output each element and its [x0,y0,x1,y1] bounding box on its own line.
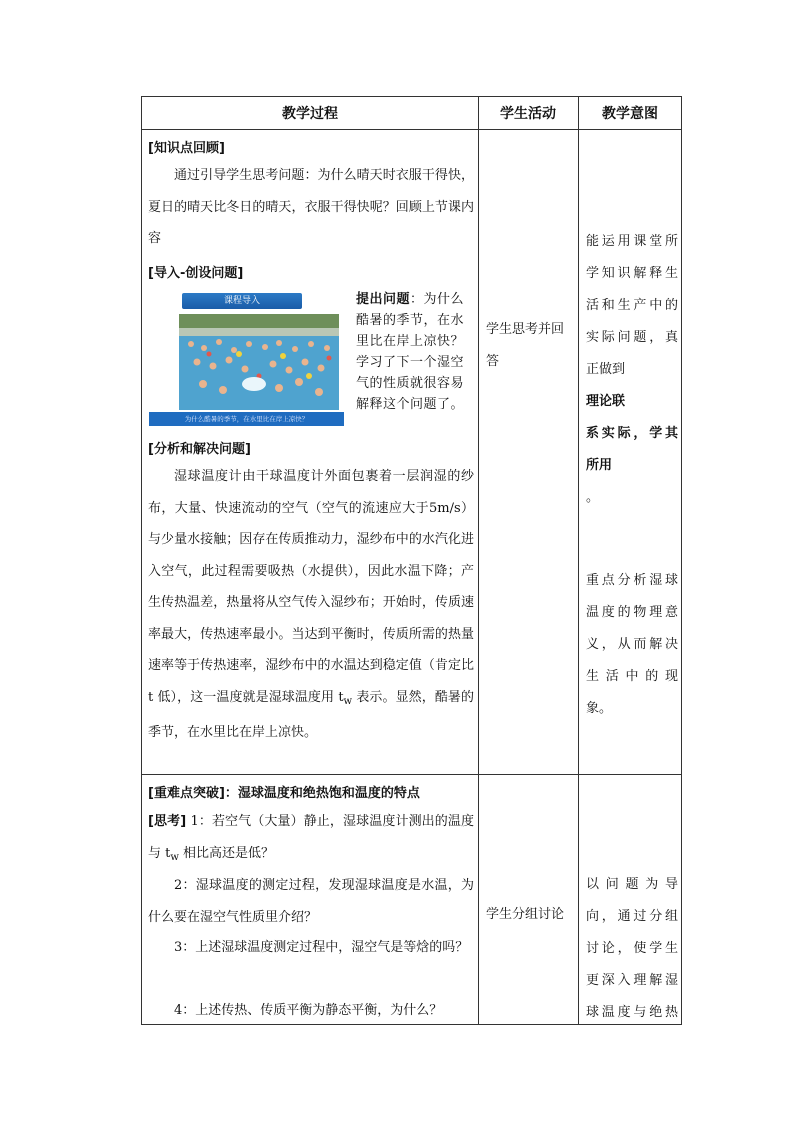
intent-3 [586,869,678,1029]
row-divider [142,774,681,775]
intent-3-line: 球温度与绝热 [586,1005,678,1020]
intent-3-line: 以 问 题 为 导 [586,877,678,892]
key-point-label: [重难点突破] [148,786,225,801]
intent-2 [586,565,678,725]
question-body: ：为什么酷暑的季节，在水里比在岸上凉快？学习了下一个湿空气的性质就很容易解释这个问题了。 [356,292,465,412]
intent-2-line: 温度的物理意 [586,605,678,620]
header-teaching-intent: 教学意图 [602,106,658,122]
intent-1-line: 正做到 理论联 [586,362,626,409]
think-question-1 [148,806,474,873]
analysis-heading: [分析和解决问题] [148,442,251,457]
analysis-text-part2: 表示。显然，酷暑的季节，在水里比在岸上凉快。 [148,689,474,740]
think-question-1-part1: 1：若空气（大量）静止，湿球温度计测出的温度与 t [148,814,475,861]
student-activity-1: 学生思考并回答 [486,322,565,369]
intent-1-line: 能运用课堂所 [586,234,678,249]
intent-1-line: 实际问题，真 [586,330,678,345]
question-text [356,289,468,415]
review-text: 通过引导学生思考问题：为什么晴天时衣服干得快，夏日的晴天比冬日的晴天，衣服干得快呢？回顾上节课内容 [148,168,474,246]
analysis-text-part1: 湿球温度计由干球温度计外面包裹着一层润湿的纱布，大量、快速流动的空气（空气的流速应大于5m/s）与少量水接触；因存在传质推动力，湿纱布中的水汽化进入空气，此过程需要吸热（水提供），因此水温下降；产生传热温差，热量将从空气传入湿纱布；开始时，传质速率最大，传热速率最小。当达到平衡时，传质所需的热量速率等于传热速率，湿纱布中的水温达到稳定值（肯定比 t 低），这一温度就是湿球温度用 t [148,469,474,705]
key-point-title: ：湿球温度和绝热饱和温度的特点 [224,786,420,801]
think-question-1-part2: 相比高还是低？ [178,845,275,861]
intent-1-line: 学知识解释生 [586,266,678,281]
intent-3-line: 讨论，使学生 [586,941,678,956]
intent-3-line: 向，通过分组 [586,909,678,924]
key-point-heading [148,782,420,801]
header-teaching-process: 教学过程 [282,106,338,122]
student-activity-2: 学生分组讨论 [486,907,565,922]
intent-2-line: 生 活 中 的 现 [586,669,678,684]
column-divider [578,97,579,1024]
analysis-subscript: w [343,695,353,707]
intent-1-line: 系实际，学其 [586,426,678,441]
intro-heading: [导入-创设问题] [148,266,244,281]
intent-1 [586,226,678,514]
think-label: [思考] [148,814,187,829]
lesson-intro-image [149,284,344,426]
think-question-1-subscript: w [170,851,179,863]
image-banner: 课程导入 [182,293,302,309]
intent-2-line: 象。 [586,701,613,716]
intent-3-line: 更深入理解湿 [586,973,678,988]
header-student-activity: 学生活动 [500,106,556,122]
image-caption: 为什么酷暑的季节，在水里比在岸上凉快？ [149,412,344,426]
question-label: 提出问题 [356,292,411,307]
think-question-4: 4：上述传热、传质平衡为静态平衡，为什么？ [174,1003,443,1018]
think-question-2: 2：湿球温度的测定过程，发现湿球温度是水温，为什么要在湿空气性质里介绍？ [148,878,474,925]
analysis-text [148,461,474,749]
swimming-pool-photo [179,314,339,410]
review-heading: [知识点回顾] [148,141,225,156]
intent-1-line: 活和生产中的 [586,298,678,313]
intent-2-line: 义，从而解决 [586,637,678,652]
think-question-3: 3：上述湿球温度测定过程中，湿空气是等焓的吗？ [174,940,469,955]
header-divider [142,129,681,130]
intent-1-line: 所用 。 [586,458,613,505]
column-divider [478,97,479,1024]
intent-2-line: 重点分析湿球 [586,573,678,588]
